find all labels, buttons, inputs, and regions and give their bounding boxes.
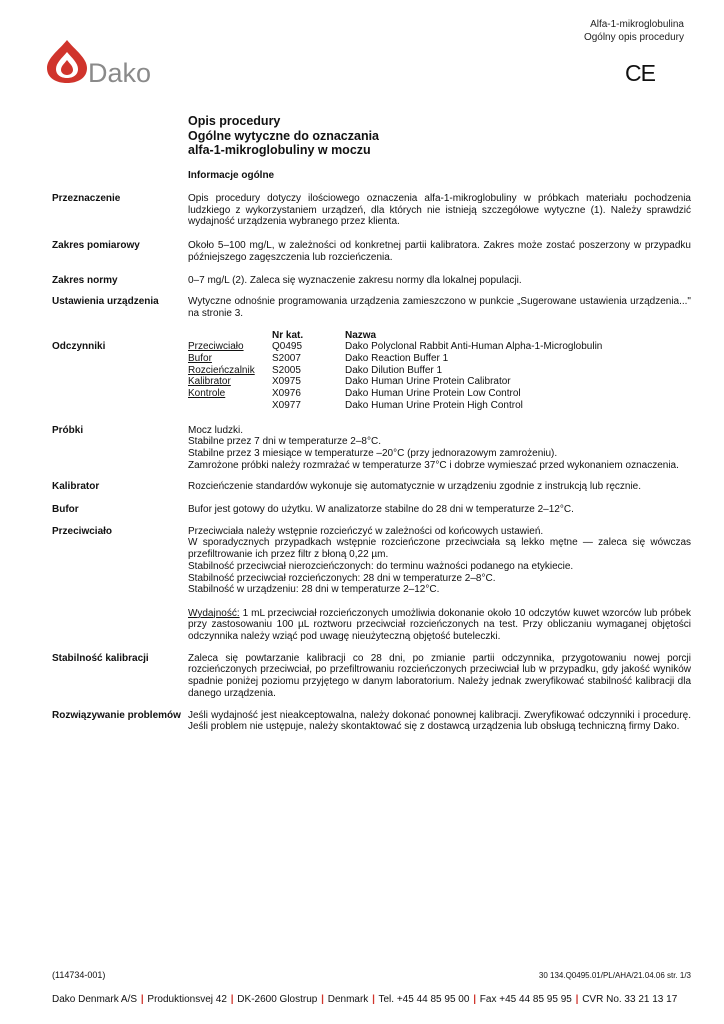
header-doc-type: Ogólny opis procedury	[583, 32, 684, 43]
separator: |	[575, 994, 579, 1005]
footer-code: (114734-001)	[52, 970, 106, 980]
reagent-kat: X0976	[272, 388, 301, 400]
reagent-type: Kontrole	[188, 388, 226, 400]
wydajnosc-paragraph	[188, 608, 691, 643]
document-header	[584, 18, 684, 44]
text-line: Zamrożone próbki należy rozmrażać w temperaturze 37°C i dobrze wymieszać przed wykonaniem oznaczenia.	[188, 459, 679, 471]
section-text	[188, 526, 691, 643]
section-przeznaczenie	[52, 193, 692, 228]
footer-cvr: CVR No. 33 21 13 17	[582, 994, 678, 1005]
section-text	[188, 425, 691, 472]
section-ustawienia	[52, 296, 692, 319]
reagent-kat: X0975	[272, 376, 301, 388]
text-line: Stabilność przeciwciał nierozcieńczonych: do terminu ważności podanego na etykiecie.	[188, 560, 574, 572]
section-text: Wytyczne odnośnie programowania urządzenia zamieszczono w punkcie „Sugerowane ustawienia urządzenia..." na stronie 3.	[188, 296, 691, 319]
section-label: Odczynniki	[52, 341, 106, 353]
col-header-kat: Nr kat.	[272, 329, 304, 341]
section-stabilnosc	[52, 653, 692, 700]
text-line: W sporadycznych przypadkach wstępnie rozcieńczone przeciwciała są lekko mętne — zaleca się wówczas przefiltrowanie ich przez filtr z błoną 0,22 µm.	[188, 537, 691, 561]
separator: |	[140, 994, 144, 1005]
footer-tel: Tel. +45 44 85 95 00	[378, 994, 470, 1005]
table-row	[188, 365, 602, 377]
col-header-name: Nazwa	[345, 329, 377, 341]
reagent-name: Dako Human Urine Protein Low Control	[345, 388, 521, 400]
separator: |	[321, 994, 324, 1005]
dako-logo	[45, 38, 175, 93]
table-row	[188, 376, 602, 388]
text-line: Stabilne przez 7 dni w temperaturze 2–8°C.	[188, 436, 381, 448]
section-text: Około 5–100 mg/L, w zależności od konkretnej partii kalibratora. Zakres może zostać poszerzony w przypadku późniejszego zagęszczenia lub rozcieńczenia.	[188, 240, 691, 263]
section-bufor	[52, 504, 692, 516]
title-line-2: Ogólne wytyczne do oznaczania	[188, 128, 380, 143]
title-line-3: alfa-1-mikroglobuliny w moczu	[188, 143, 371, 157]
info-heading: Informacje ogólne	[188, 170, 275, 181]
section-label: Ustawienia urządzenia	[52, 296, 159, 308]
reagent-name: Dako Dilution Buffer 1	[345, 364, 443, 376]
brand-name: Dako	[88, 58, 152, 88]
table-row	[188, 400, 602, 412]
footer-address	[52, 994, 677, 1005]
header-product: Alfa-1-mikroglobulina	[590, 19, 684, 30]
reagent-name: Dako Polyclonal Rabbit Anti-Human Alpha-1-Microglobulin	[345, 341, 603, 353]
reagent-type: Rozcieńczalnik	[188, 364, 255, 376]
text-line: Stabilne przez 3 miesiące w temperaturze –20°C (przy jednorazowym zamrożeniu).	[188, 447, 558, 459]
section-text: Bufor jest gotowy do użytku. W analizatorze stabilne do 28 dni w temperaturze 2–12°C.	[188, 504, 574, 516]
section-label: Próbki	[52, 424, 84, 436]
section-label: Przeciwciało	[52, 525, 113, 537]
reagent-name: Dako Human Urine Protein High Control	[345, 399, 523, 411]
separator: |	[372, 994, 375, 1005]
wydajnosc-label: Wydajność:	[188, 607, 240, 619]
reagent-kat: X0977	[272, 399, 301, 411]
reagent-name: Dako Human Urine Protein Calibrator	[345, 376, 511, 388]
section-text: 0–7 mg/L (2). Zaleca się wyznaczenie zakresu normy dla lokalnej populacji.	[188, 274, 522, 286]
footer-ref: 30 134.Q0495.01/PL/AHA/21.04.06 str. 1/3	[538, 971, 691, 980]
text-line: Stabilność przeciwciał rozcieńczonych: 28 dni w temperaturze 2–8°C.	[188, 572, 496, 584]
section-probki	[52, 425, 692, 472]
section-label: Przeznaczenie	[52, 193, 121, 204]
footer-country: Denmark	[327, 994, 369, 1005]
reagent-type: Bufor	[188, 353, 212, 365]
reagent-type: Kalibrator	[188, 376, 231, 388]
section-odczynniki	[52, 330, 692, 412]
section-text: Rozcieńczenie standardów wykonuje się automatycznie w urządzeniu zgodnie z instrukcją lub ręcznie.	[188, 481, 642, 493]
text-line: Przeciwciała należy wstępnie rozcieńczyć w zależności od końcowych ustawień.	[188, 525, 544, 537]
dako-drop-icon	[45, 38, 89, 84]
table-row	[188, 353, 602, 365]
page-title	[188, 114, 379, 158]
section-label: Stabilność kalibracji	[52, 652, 149, 664]
reagent-type: Przeciwciało	[188, 341, 244, 353]
section-kalibrator	[52, 481, 692, 493]
section-text: Opis procedury dotyczy ilościowego oznaczenia alfa-1-mikroglobuliny w próbkach materiału pochodzenia ludzkiego z wykorzystaniem urządzeń, dla których nie istnieją szczegółowe wytyczne (1). Należy sprawdzić wydajność urządzenia wybranego przez klienta.	[188, 193, 691, 228]
text-line: Stabilność w urządzeniu: 28 dni w temperaturze 2–12°C.	[188, 584, 440, 596]
sections	[52, 193, 692, 733]
ce-mark: CE	[625, 60, 655, 86]
section-label: Rozwiązywanie problemów	[52, 709, 181, 721]
title-line-1: Opis procedury	[188, 114, 281, 128]
section-label: Zakres normy	[52, 274, 118, 286]
separator: |	[473, 994, 477, 1005]
footer-fax: Fax +45 44 85 95 95	[479, 994, 572, 1005]
section-label: Zakres pomiarowy	[52, 240, 140, 252]
wydajnosc-text: 1 mL przeciwciał rozcieńczonych umożliwia dokonanie około 10 odczytów kuwet wzorców lub próbek przy zastosowaniu 100 µL roztworu przeciwciał rozcieńczonych na test. Przy obliczaniu wymaganej objętości odczynnika należy wziąć pod uwagę nieużyteczną objętość buteleczki.	[188, 607, 691, 643]
section-zakres-pomiarowy	[52, 240, 692, 263]
reagent-name: Dako Reaction Buffer 1	[345, 353, 449, 365]
section-przeciwcialo	[52, 526, 692, 643]
separator: |	[230, 994, 234, 1005]
reagents-table-wrap	[188, 330, 691, 412]
section-rozwiazywanie	[52, 710, 692, 733]
reagent-kat: S2007	[272, 353, 301, 365]
section-zakres-normy	[52, 275, 692, 287]
section-text: Zaleca się powtarzanie kalibracji co 28 dni, po zmianie partii odczynnika, przygotowaniu nowej porcji rozcieńczonych przeciwciał, po przefiltrowaniu rozcieńczonych przeciwciał lub w przypadku, gdy jakość wyników spadnie poniżej poziomu przyjętego w danym laboratorium. Należy jednak zweryfikować stabilność kalibracji dla danego urządzenia.	[188, 652, 691, 699]
table-row	[188, 341, 602, 353]
footer-street: Produktionsvej 42	[147, 994, 227, 1005]
section-text: Jeśli wydajność jest nieakceptowalna, należy dokonać ponownej kalibracji. Zweryfikować odczynniki i procedurę. Jeśli problem nie ustępuje, należy skontaktować się z dostawcą urządzenia lub obsługą techniczną firmy Dako.	[188, 709, 691, 733]
reagent-type	[188, 400, 272, 412]
footer-company: Dako Denmark A/S	[52, 994, 138, 1005]
table-row	[188, 388, 602, 400]
reagents-table	[188, 330, 602, 412]
text-line: Mocz ludzki.	[188, 424, 244, 436]
reagent-kat: Q0495	[272, 341, 303, 353]
section-label: Kalibrator	[52, 481, 100, 493]
reagents-header-row	[188, 330, 602, 342]
reagent-kat: S2005	[272, 364, 301, 376]
footer-city: DK-2600 Glostrup	[237, 994, 318, 1005]
section-label: Bufor	[52, 504, 79, 516]
